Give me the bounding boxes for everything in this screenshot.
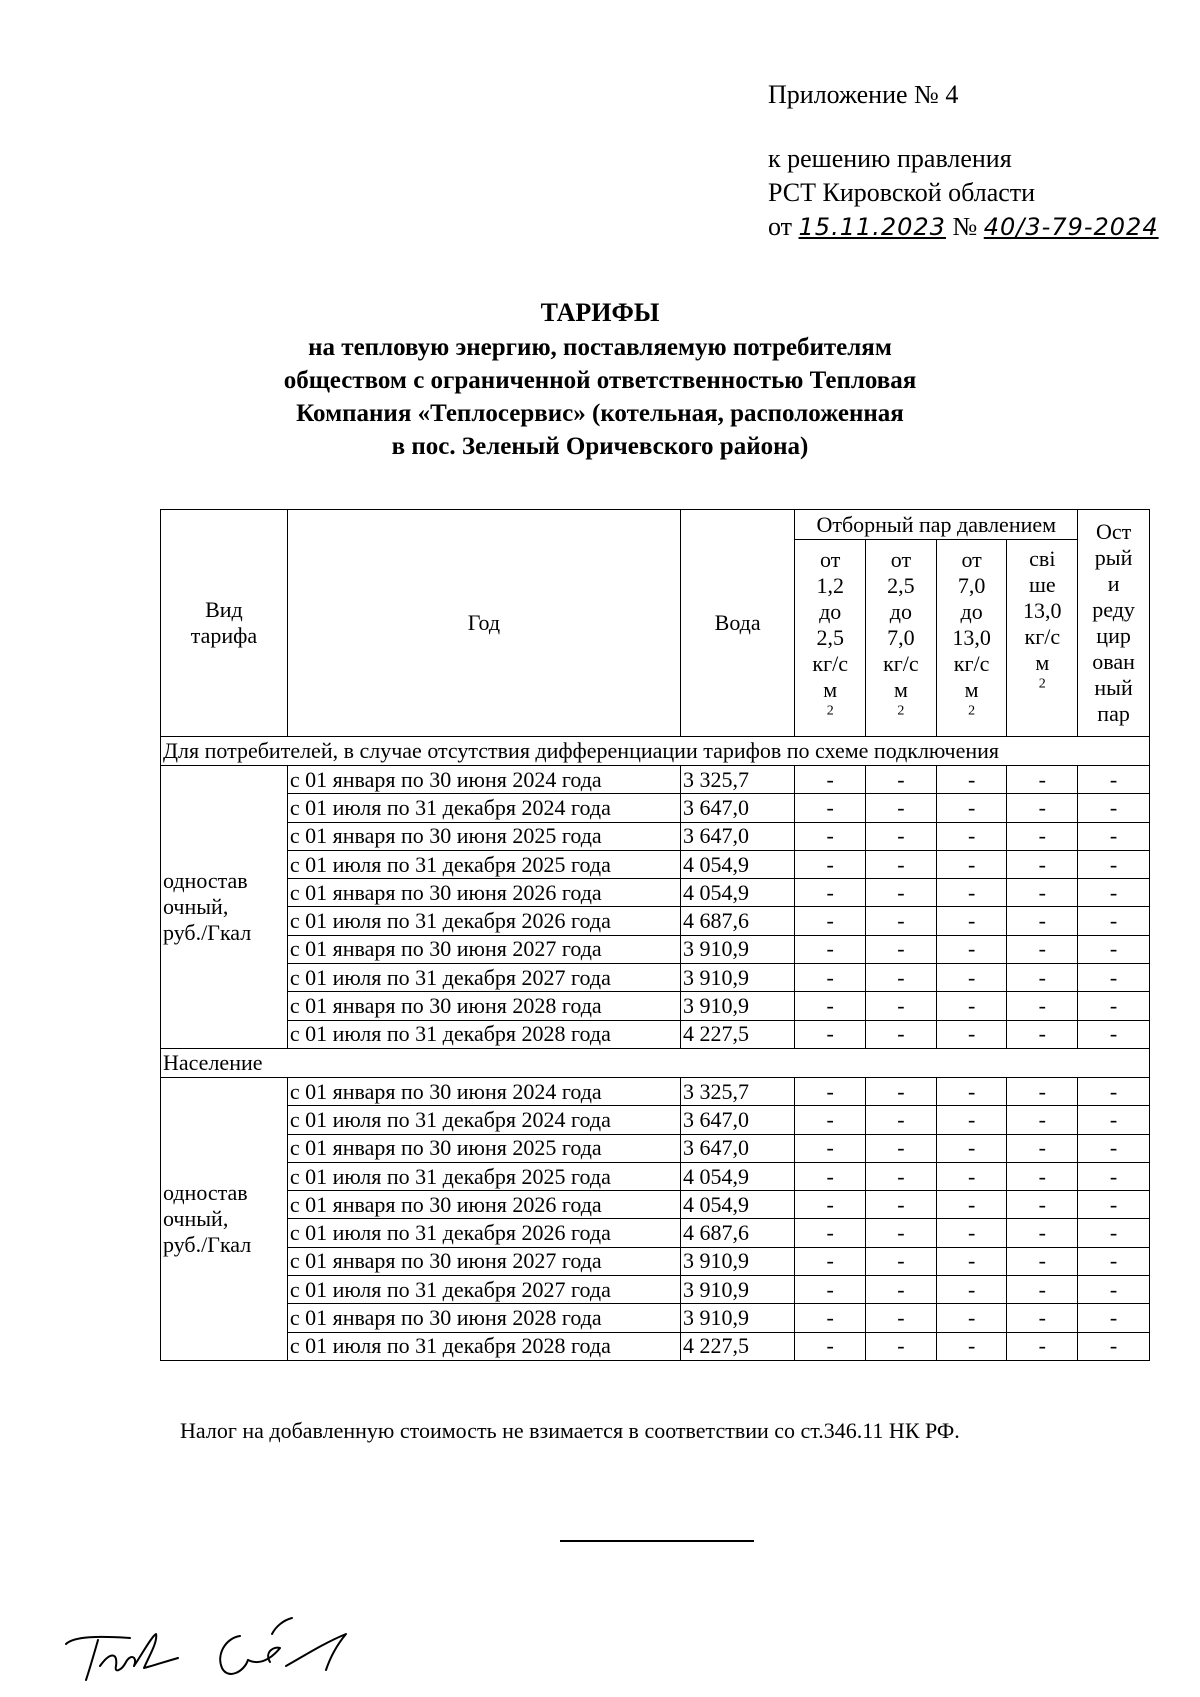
period-cell: с 01 января по 30 июня 2024 года (287, 1077, 680, 1105)
steam-tariff-cell: - (795, 1219, 866, 1247)
steam-tariff-cell: - (1078, 992, 1150, 1020)
steam-tariff-cell: - (866, 907, 937, 935)
steam-tariff-cell: - (1007, 850, 1078, 878)
title-line: на тепловую энергию, поставляемую потребителям (308, 334, 892, 361)
title-line: в пос. Зеленый Оричевского района) (391, 433, 809, 460)
steam-tariff-cell: - (1007, 935, 1078, 963)
steam-tariff-cell: - (936, 1247, 1007, 1275)
steam-tariff-cell: - (1078, 1020, 1150, 1048)
steam-tariff-cell: - (1007, 1219, 1078, 1247)
table-row (161, 1276, 1150, 1304)
steam-tariff-cell: - (1007, 907, 1078, 935)
steam-tariff-cell: - (936, 1020, 1007, 1048)
steam-tariff-cell: - (795, 935, 866, 963)
steam-tariff-cell: - (936, 964, 1007, 992)
water-tariff-cell: 4 227,5 (680, 1332, 794, 1360)
steam-tariff-cell: - (795, 1162, 866, 1190)
decision-date: 15.11.2023 (798, 213, 946, 241)
steam-tariff-cell: - (795, 992, 866, 1020)
signature-2-stroke (248, 1648, 280, 1662)
vat-note: Налог на добавленную стоимость не взимается в соответствии со ст.346.11 НК РФ. (180, 1418, 960, 1443)
steam-tariff-cell: - (1078, 1332, 1150, 1360)
header-steam-1-2-2-5: от 1,2 до 2,5 кг/с м $^2$ (795, 540, 866, 737)
steam-tariff-cell: - (1007, 1191, 1078, 1219)
steam-tariff-cell: - (795, 879, 866, 907)
water-tariff-cell: 3 910,9 (680, 1276, 794, 1304)
group-label: Население (161, 1048, 1150, 1077)
appendix-number: Приложение № 4 (768, 80, 959, 109)
title-line: Компания «Теплосервис» (котельная, расположенная (296, 400, 904, 427)
period-cell: с 01 января по 30 июня 2027 года (287, 1247, 680, 1275)
tariff-kind-cell: одностав очный, руб./Гкал (161, 766, 288, 1049)
steam-tariff-cell: - (795, 1077, 866, 1105)
steam-tariff-cell: - (795, 1191, 866, 1219)
table-row (161, 1134, 1150, 1162)
signature-2-stroke (220, 1636, 248, 1674)
steam-tariff-cell: - (1007, 1332, 1078, 1360)
group-header-row (161, 1048, 1150, 1077)
table-row (161, 1106, 1150, 1134)
period-cell: с 01 июля по 31 декабря 2028 года (287, 1020, 680, 1048)
water-tariff-cell: 3 910,9 (680, 1247, 794, 1275)
steam-tariff-cell: - (795, 1106, 866, 1134)
steam-tariff-cell: - (866, 794, 937, 822)
steam-tariff-cell: - (1007, 822, 1078, 850)
title-heading: ТАРИФЫ (540, 298, 660, 327)
steam-tariff-cell: - (866, 822, 937, 850)
steam-tariff-cell: - (1007, 879, 1078, 907)
period-cell: с 01 января по 30 июня 2026 года (287, 879, 680, 907)
steam-tariff-cell: - (936, 822, 1007, 850)
water-tariff-cell: 4 054,9 (680, 1162, 794, 1190)
table-row (161, 1020, 1150, 1048)
steam-tariff-cell: - (1078, 1077, 1150, 1105)
table-row (161, 822, 1150, 850)
steam-tariff-cell: - (1078, 1304, 1150, 1332)
header-steam-pressure: Отборный пар давлением (795, 510, 1078, 540)
document-title (0, 296, 1200, 463)
steam-tariff-cell: - (936, 766, 1007, 794)
steam-tariff-cell: - (795, 1276, 866, 1304)
steam-tariff-cell: - (866, 1219, 937, 1247)
steam-tariff-cell: - (795, 1304, 866, 1332)
period-cell: с 01 июля по 31 декабря 2028 года (287, 1332, 680, 1360)
steam-tariff-cell: - (795, 964, 866, 992)
header-year: Год (287, 510, 680, 737)
header-sharp-steam: Ост рый и реду цир ован ный пар (1078, 510, 1150, 737)
table-body (161, 737, 1150, 1361)
period-cell: с 01 июля по 31 декабря 2026 года (287, 1219, 680, 1247)
water-tariff-cell: 3 910,9 (680, 1304, 794, 1332)
steam-tariff-cell: - (936, 879, 1007, 907)
period-cell: с 01 июля по 31 декабря 2027 года (287, 1276, 680, 1304)
steam-tariff-cell: - (795, 907, 866, 935)
table-row (161, 907, 1150, 935)
period-cell: с 01 января по 30 июня 2025 года (287, 822, 680, 850)
steam-tariff-cell: - (936, 1332, 1007, 1360)
table-row (161, 1219, 1150, 1247)
steam-tariff-cell: - (936, 1162, 1007, 1190)
steam-tariff-cell: - (866, 1106, 937, 1134)
signature-2-stroke (272, 1618, 292, 1634)
steam-tariff-cell: - (1078, 1276, 1150, 1304)
steam-tariff-cell: - (1007, 1020, 1078, 1048)
steam-tariff-cell: - (1007, 1276, 1078, 1304)
steam-tariff-cell: - (795, 1020, 866, 1048)
steam-tariff-cell: - (936, 794, 1007, 822)
water-tariff-cell: 3 647,0 (680, 1134, 794, 1162)
steam-tariff-cell: - (1078, 1106, 1150, 1134)
steam-tariff-cell: - (1007, 1077, 1078, 1105)
table-row (161, 794, 1150, 822)
steam-tariff-cell: - (936, 1191, 1007, 1219)
water-tariff-cell: 3 647,0 (680, 794, 794, 822)
water-tariff-cell: 3 910,9 (680, 964, 794, 992)
signatures-image (60, 1596, 380, 1686)
period-cell: с 01 июля по 31 декабря 2024 года (287, 794, 680, 822)
steam-tariff-cell: - (1078, 935, 1150, 963)
water-tariff-cell: 4 054,9 (680, 1191, 794, 1219)
closing-rule (560, 1540, 754, 1542)
steam-tariff-cell: - (795, 850, 866, 878)
steam-tariff-cell: - (1007, 1106, 1078, 1134)
tariff-kind-cell: одностав очный, руб./Гкал (161, 1077, 288, 1360)
period-cell: с 01 января по 30 июня 2026 года (287, 1191, 680, 1219)
steam-tariff-cell: - (795, 1247, 866, 1275)
steam-tariff-cell: - (795, 822, 866, 850)
steam-tariff-cell: - (936, 1304, 1007, 1332)
table-row (161, 766, 1150, 794)
steam-tariff-cell: - (866, 1191, 937, 1219)
header-tariff-kind: Вид тарифа (161, 510, 288, 737)
steam-tariff-cell: - (1007, 794, 1078, 822)
signature-1-stroke (100, 1656, 135, 1671)
header-steam-7-0-13-0: от 7,0 до 13,0 кг/с м $^2$ (936, 540, 1007, 737)
steam-tariff-cell: - (1007, 1134, 1078, 1162)
appendix-decision-ref: к решению правления (768, 144, 1012, 173)
period-cell: с 01 июля по 31 декабря 2025 года (287, 1162, 680, 1190)
water-tariff-cell: 4 054,9 (680, 879, 794, 907)
steam-tariff-cell: - (866, 1077, 937, 1105)
steam-tariff-cell: - (866, 1276, 937, 1304)
table-row (161, 935, 1150, 963)
table-row (161, 850, 1150, 878)
steam-tariff-cell: - (1007, 1247, 1078, 1275)
table-header (161, 510, 1150, 737)
steam-tariff-cell: - (866, 1304, 937, 1332)
signature-1-stroke (86, 1640, 98, 1680)
steam-tariff-cell: - (1078, 850, 1150, 878)
header-steam-over-13-0: сві ше 13,0 кг/с м $^2$ (1007, 540, 1078, 737)
period-cell: с 01 января по 30 июня 2028 года (287, 1304, 680, 1332)
steam-tariff-cell: - (936, 992, 1007, 1020)
steam-tariff-cell: - (1007, 964, 1078, 992)
table-row (161, 1304, 1150, 1332)
steam-tariff-cell: - (795, 1134, 866, 1162)
steam-tariff-cell: - (1078, 1162, 1150, 1190)
steam-tariff-cell: - (1078, 822, 1150, 850)
steam-tariff-cell: - (1078, 964, 1150, 992)
steam-tariff-cell: - (795, 766, 866, 794)
header-steam-2-5-7-0: от 2,5 до 7,0 кг/с м $^2$ (866, 540, 937, 737)
steam-tariff-cell: - (936, 1106, 1007, 1134)
group-label: Для потребителей, в случае отсутствия дифференциации тарифов по схеме подключения (161, 737, 1150, 766)
water-tariff-cell: 4 227,5 (680, 1020, 794, 1048)
steam-tariff-cell: - (1078, 766, 1150, 794)
steam-tariff-cell: - (866, 992, 937, 1020)
steam-tariff-cell: - (1078, 1191, 1150, 1219)
table-row (161, 879, 1150, 907)
appendix-authority: РСТ Кировской области (768, 178, 1036, 207)
steam-tariff-cell: - (866, 964, 937, 992)
steam-tariff-cell: - (1078, 1219, 1150, 1247)
steam-tariff-cell: - (1078, 794, 1150, 822)
steam-tariff-cell: - (1007, 766, 1078, 794)
group-header-row (161, 737, 1150, 766)
steam-tariff-cell: - (866, 1134, 937, 1162)
period-cell: с 01 июля по 31 декабря 2024 года (287, 1106, 680, 1134)
water-tariff-cell: 4 687,6 (680, 1219, 794, 1247)
steam-tariff-cell: - (866, 1020, 937, 1048)
water-tariff-cell: 3 910,9 (680, 992, 794, 1020)
steam-tariff-cell: - (1007, 1304, 1078, 1332)
table-row (161, 1191, 1150, 1219)
steam-tariff-cell: - (866, 935, 937, 963)
steam-tariff-cell: - (936, 1219, 1007, 1247)
table-row (161, 1077, 1150, 1105)
header-water: Вода (680, 510, 794, 737)
water-tariff-cell: 4 687,6 (680, 907, 794, 935)
steam-tariff-cell: - (866, 1332, 937, 1360)
steam-tariff-cell: - (866, 879, 937, 907)
steam-tariff-cell: - (936, 1134, 1007, 1162)
table-row (161, 964, 1150, 992)
period-cell: с 01 января по 30 июня 2027 года (287, 935, 680, 963)
appendix-block (768, 78, 1159, 244)
water-tariff-cell: 3 325,7 (680, 766, 794, 794)
period-cell: с 01 июля по 31 декабря 2025 года (287, 850, 680, 878)
period-cell: с 01 января по 30 июня 2028 года (287, 992, 680, 1020)
signature-2-stroke (286, 1634, 346, 1670)
table-row (161, 1247, 1150, 1275)
steam-tariff-cell: - (866, 850, 937, 878)
steam-tariff-cell: - (1078, 907, 1150, 935)
water-tariff-cell: 3 647,0 (680, 822, 794, 850)
steam-tariff-cell: - (866, 1247, 937, 1275)
steam-tariff-cell: - (795, 1332, 866, 1360)
steam-tariff-cell: - (795, 794, 866, 822)
table-row (161, 992, 1150, 1020)
steam-tariff-cell: - (936, 907, 1007, 935)
period-cell: с 01 июля по 31 декабря 2027 года (287, 964, 680, 992)
appendix-date-line (768, 210, 1159, 244)
steam-tariff-cell: - (936, 850, 1007, 878)
water-tariff-cell: 3 910,9 (680, 935, 794, 963)
steam-tariff-cell: - (1007, 1162, 1078, 1190)
steam-tariff-cell: - (866, 1162, 937, 1190)
decision-number: 40/3-79-2024 (983, 213, 1159, 241)
appendix-from-label: от (768, 212, 793, 241)
steam-tariff-cell: - (1078, 879, 1150, 907)
signature-1-stroke (134, 1634, 178, 1668)
title-line: обществом с ограниченной ответственностью Тепловая (283, 367, 917, 394)
period-cell: с 01 января по 30 июня 2025 года (287, 1134, 680, 1162)
table-row (161, 1162, 1150, 1190)
water-tariff-cell: 3 325,7 (680, 1077, 794, 1105)
steam-tariff-cell: - (866, 766, 937, 794)
steam-tariff-cell: - (936, 1077, 1007, 1105)
water-tariff-cell: 4 054,9 (680, 850, 794, 878)
steam-tariff-cell: - (1007, 992, 1078, 1020)
steam-tariff-cell: - (936, 935, 1007, 963)
steam-tariff-cell: - (1078, 1247, 1150, 1275)
period-cell: с 01 июля по 31 декабря 2026 года (287, 907, 680, 935)
water-tariff-cell: 3 647,0 (680, 1106, 794, 1134)
period-cell: с 01 января по 30 июня 2024 года (287, 766, 680, 794)
table-row (161, 1332, 1150, 1360)
tariff-table (160, 509, 1150, 1361)
number-label: № (952, 212, 978, 241)
steam-tariff-cell: - (1078, 1134, 1150, 1162)
steam-tariff-cell: - (936, 1276, 1007, 1304)
